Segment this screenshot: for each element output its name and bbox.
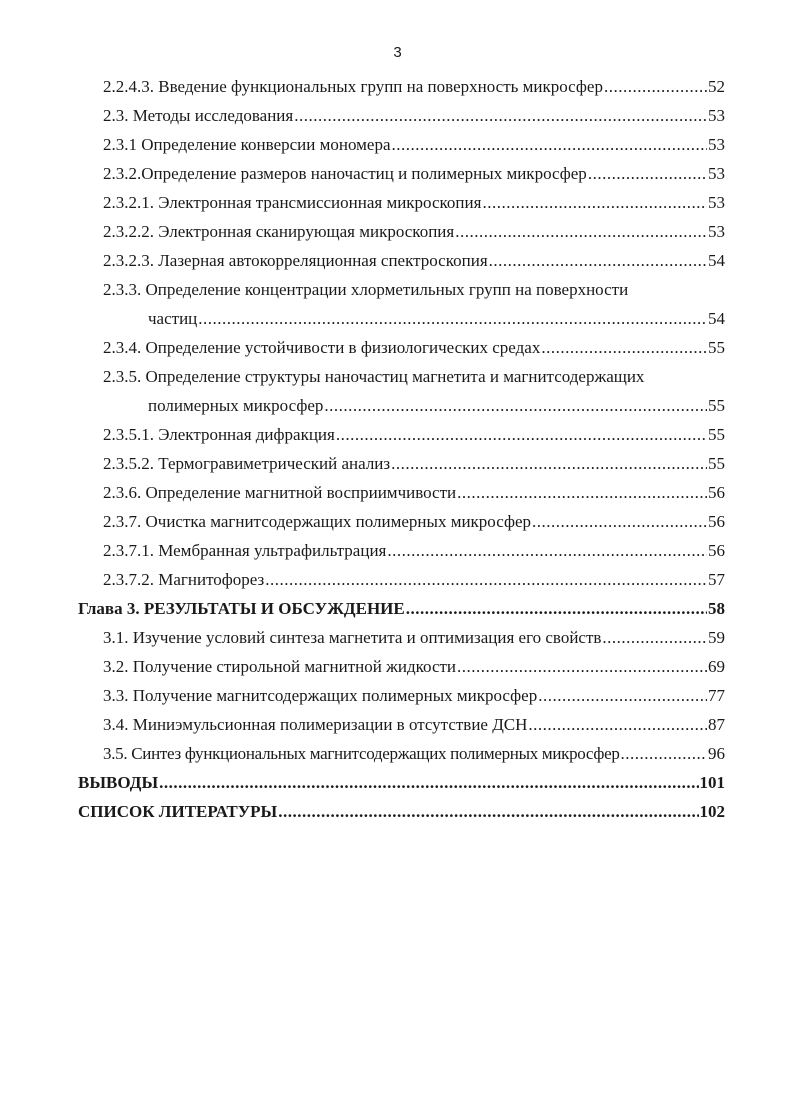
toc-label: 3.2. Получение стирольной магнитной жидкости <box>103 657 457 676</box>
toc-page: 102 <box>699 802 725 821</box>
toc-entry-2-3-4 <box>103 333 725 362</box>
toc-page: 77 <box>708 686 725 705</box>
toc-label: Глава 3. РЕЗУЛЬТАТЫ И ОБСУЖДЕНИЕ <box>78 599 405 618</box>
dot-leader <box>538 681 707 710</box>
toc-label: 2.3.5.2. Термогравиметрический анализ <box>103 454 391 473</box>
dot-leader <box>604 72 707 101</box>
toc-label: 2.3.2.3. Лазерная автокорреляционная спектроскопия <box>103 251 488 270</box>
toc-page: 57 <box>708 570 725 589</box>
dot-leader <box>455 217 707 246</box>
toc-label: 2.3.6. Определение магнитной восприимчивости <box>103 483 457 502</box>
toc-label: 3.1. Изучение условий синтеза магнетита и оптимизация его свойств <box>103 628 602 647</box>
dot-leader <box>198 304 707 333</box>
toc-entry-2-3-2 <box>103 159 725 188</box>
toc-page: 54 <box>708 251 725 270</box>
toc-label: частиц <box>148 309 198 328</box>
toc-entry-2-3 <box>103 101 725 130</box>
dot-leader <box>482 188 707 217</box>
toc-entry-references <box>78 797 725 826</box>
toc-entry-2-3-5-2 <box>103 449 725 478</box>
dot-leader <box>324 391 707 420</box>
toc-page: 53 <box>708 106 725 125</box>
toc-label: 2.3.7.2. Магнитофорез <box>103 570 265 589</box>
toc-label: 3.3. Получение магнитсодержащих полимерных микросфер <box>103 686 538 705</box>
toc-entry-3-2 <box>103 652 725 681</box>
toc-label: 2.3.5.1. Электронная дифракция <box>103 425 335 444</box>
dot-leader <box>336 420 707 449</box>
table-of-contents <box>0 72 795 826</box>
toc-entry-2-3-7 <box>103 507 725 536</box>
toc-page: 53 <box>708 193 725 212</box>
dot-leader <box>541 333 707 362</box>
toc-label: 2.3.2.2. Электронная сканирующая микроскопия <box>103 222 455 241</box>
toc-entry-chapter-3 <box>78 594 725 623</box>
toc-label-line1: 2.3.3. Определение концентрации хлорметильных групп на поверхности <box>103 280 629 299</box>
toc-page: 53 <box>708 135 725 154</box>
toc-entry-2-3-7-2 <box>103 565 725 594</box>
toc-page: 53 <box>708 222 725 241</box>
dot-leader <box>528 710 707 739</box>
toc-entry-2-3-2-1 <box>103 188 725 217</box>
toc-entry-3-1 <box>103 623 725 652</box>
toc-label-line1: 2.3.5. Определение структуры наночастиц магнетита и магнитсодержащих <box>103 367 645 386</box>
toc-label: СПИСОК ЛИТЕРАТУРЫ <box>78 802 278 821</box>
toc-entry-2-3-2-2 <box>103 217 725 246</box>
toc-label: 2.3.2.1. Электронная трансмиссионная микроскопия <box>103 193 482 212</box>
toc-entry-2-2-4-3 <box>103 72 725 101</box>
dot-leader <box>265 565 707 594</box>
toc-page: 101 <box>699 773 725 792</box>
toc-label: 2.3.1 Определение конверсии мономера <box>103 135 391 154</box>
dot-leader <box>159 768 698 797</box>
toc-page: 53 <box>708 164 725 183</box>
toc-entry-conclusions <box>78 768 725 797</box>
dot-leader <box>392 130 708 159</box>
toc-entry-3-3 <box>103 681 725 710</box>
dot-leader <box>391 449 707 478</box>
dot-leader <box>602 623 707 652</box>
toc-page: 55 <box>708 454 725 473</box>
dot-leader <box>621 739 707 768</box>
dot-leader <box>588 159 707 188</box>
toc-page: 56 <box>708 512 725 531</box>
toc-entry-2-3-6 <box>103 478 725 507</box>
toc-page: 55 <box>708 338 725 357</box>
page-number: 3 <box>393 44 402 61</box>
dot-leader <box>532 507 707 536</box>
dot-leader <box>294 101 707 130</box>
dot-leader <box>278 797 698 826</box>
toc-entry-2-3-5 <box>103 362 725 420</box>
toc-page: 55 <box>708 425 725 444</box>
toc-page: 52 <box>708 77 725 96</box>
toc-entry-2-3-5-1 <box>103 420 725 449</box>
toc-page: 56 <box>708 541 725 560</box>
toc-page: 55 <box>708 396 725 415</box>
toc-label: 2.3.7. Очистка магнитсодержащих полимерных микросфер <box>103 512 532 531</box>
toc-entry-3-4 <box>103 710 725 739</box>
toc-label: 2.3.7.1. Мембранная ультрафильтрация <box>103 541 387 560</box>
toc-page: 56 <box>708 483 725 502</box>
toc-entry-2-3-2-3 <box>103 246 725 275</box>
toc-page: 58 <box>708 599 725 618</box>
toc-page: 54 <box>708 309 725 328</box>
toc-label: 3.4. Миниэмульсионная полимеризации в отсутствие ДСН <box>103 715 528 734</box>
dot-leader <box>457 478 707 507</box>
toc-page: 69 <box>708 657 725 676</box>
dot-leader <box>489 246 707 275</box>
dot-leader <box>387 536 707 565</box>
toc-label: 2.3.4. Определение устойчивости в физиологических средах <box>103 338 541 357</box>
toc-label: 3.5. Синтез функциональных магнитсодержащих полимерных микросфер <box>103 744 620 763</box>
toc-entry-3-5 <box>103 739 725 768</box>
toc-entry-2-3-3 <box>103 275 725 333</box>
toc-page: 59 <box>708 628 725 647</box>
toc-label: ВЫВОДЫ <box>78 773 159 792</box>
dot-leader <box>406 594 707 623</box>
toc-entry-2-3-1 <box>103 130 725 159</box>
dot-leader <box>457 652 707 681</box>
toc-entry-2-3-7-1 <box>103 536 725 565</box>
toc-label: полимерных микросфер <box>148 396 324 415</box>
toc-page: 96 <box>708 744 725 763</box>
toc-label: 2.3.2.Определение размеров наночастиц и полимерных микросфер <box>103 164 587 183</box>
toc-label: 2.3. Методы исследования <box>103 106 294 125</box>
toc-label: 2.2.4.3. Введение функциональных групп на поверхность микросфер <box>103 77 603 96</box>
toc-page: 87 <box>708 715 725 734</box>
